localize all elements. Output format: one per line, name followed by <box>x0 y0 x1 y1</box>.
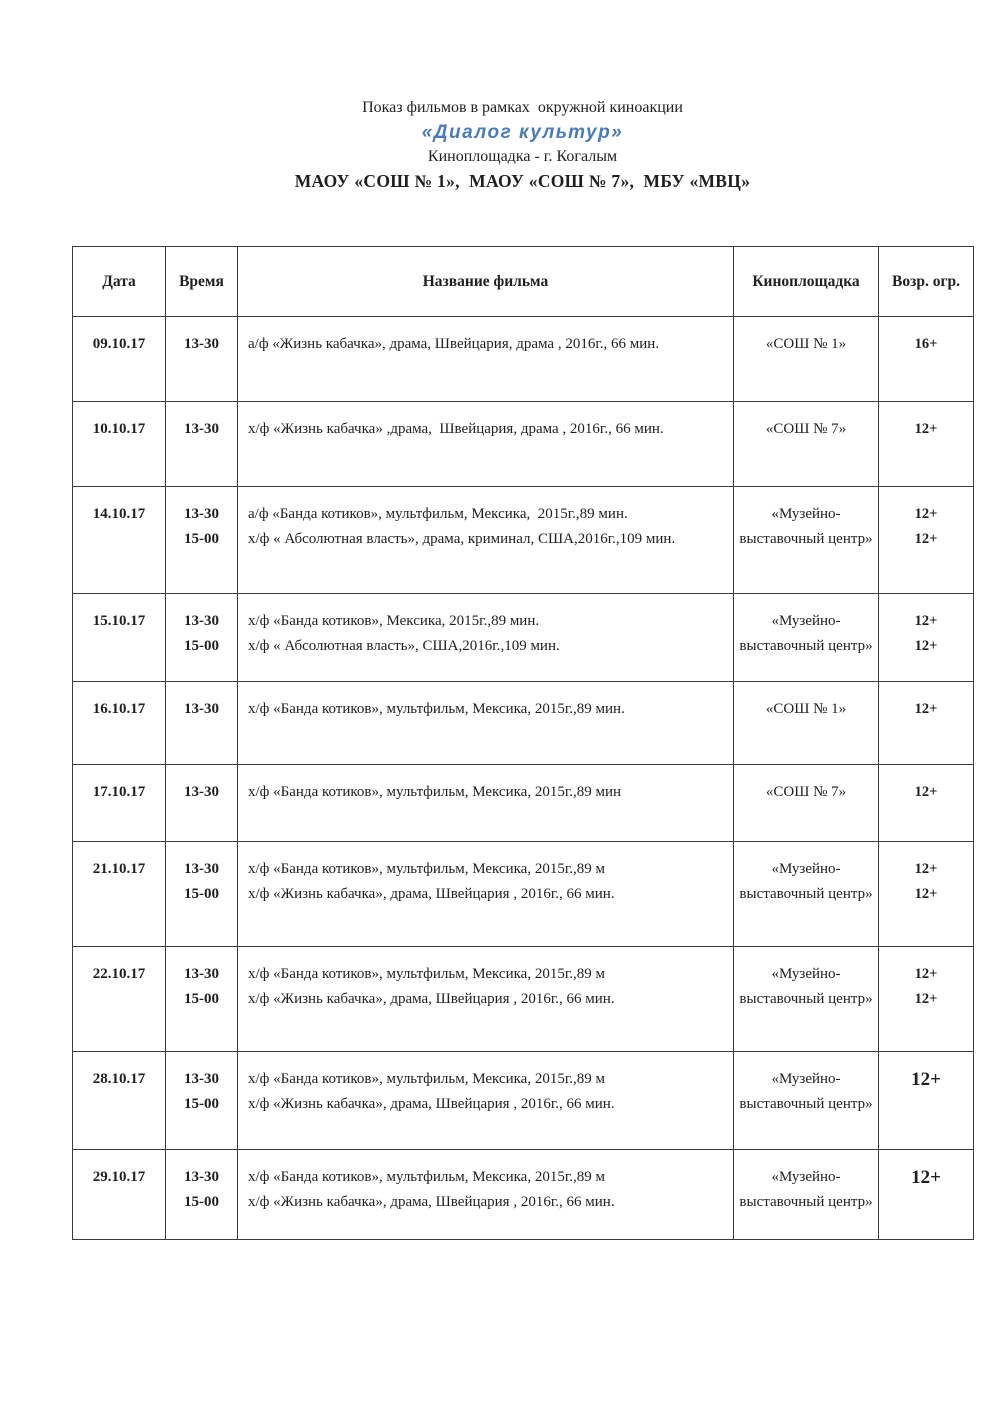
age-restriction: 12+ <box>914 613 938 629</box>
film-cell <box>238 947 734 1052</box>
table-row <box>73 594 974 682</box>
film-title-line: х/ф «Жизнь кабачка», драма, Швейцария , 2016г., 66 мин. <box>248 886 615 902</box>
schedule-body <box>73 317 974 1240</box>
showtime: 15-00 <box>184 638 219 654</box>
column-header-3: Киноплощадка <box>734 247 879 317</box>
age-cell <box>879 682 974 765</box>
age-restriction: 12+ <box>914 886 938 902</box>
time-cell <box>166 947 238 1052</box>
age-cell <box>879 402 974 487</box>
film-cell <box>238 1150 734 1240</box>
age-restriction: 12+ <box>914 991 938 1007</box>
showtime: 13-30 <box>184 701 219 717</box>
showtime: 13-30 <box>184 1071 219 1087</box>
age-restriction: 16+ <box>914 336 938 352</box>
venue-cell: «Музейно-выставочный центр» <box>734 1052 879 1150</box>
age-restriction: 12+ <box>914 701 938 717</box>
film-cell <box>238 594 734 682</box>
header-line-venues: МАОУ «СОШ № 1», МАОУ «СОШ № 7», МБУ «МВЦ» <box>294 171 751 191</box>
date-cell: 15.10.17 <box>73 594 166 682</box>
age-restriction: 12+ <box>914 421 938 437</box>
time-cell <box>166 1052 238 1150</box>
age-cell <box>879 317 974 402</box>
time-cell <box>166 765 238 842</box>
table-row <box>73 1150 974 1240</box>
film-title-line: а/ф «Банда котиков», мультфильм, Мексика, 2015г.,89 мин. <box>248 506 628 522</box>
age-restriction: 12+ <box>914 506 938 522</box>
showtime: 13-30 <box>184 336 219 352</box>
time-cell <box>166 487 238 594</box>
time-cell <box>166 682 238 765</box>
age-restriction: 12+ <box>914 861 938 877</box>
header-line-event: Показ фильмов в рамках окружной киноакции <box>362 99 683 116</box>
header-line-title-accent: «Диалог культур» <box>421 122 624 143</box>
column-header-2: Название фильма <box>238 247 734 317</box>
age-restriction: 12+ <box>914 966 938 982</box>
time-cell <box>166 842 238 947</box>
date-cell: 22.10.17 <box>73 947 166 1052</box>
time-cell <box>166 402 238 487</box>
film-schedule-table <box>72 246 974 1240</box>
date-cell: 17.10.17 <box>73 765 166 842</box>
table-header-row <box>73 247 974 317</box>
table-row <box>73 317 974 402</box>
showtime: 13-30 <box>184 861 219 877</box>
venue-cell: «СОШ № 7» <box>734 402 879 487</box>
column-header-4: Возр. огр. <box>879 247 974 317</box>
time-cell <box>166 594 238 682</box>
date-cell: 28.10.17 <box>73 1052 166 1150</box>
table-row <box>73 765 974 842</box>
showtime: 15-00 <box>184 886 219 902</box>
film-title-line: х/ф «Банда котиков», мультфильм, Мексика, 2015г.,89 мин <box>248 784 622 800</box>
film-cell <box>238 1052 734 1150</box>
film-cell <box>238 317 734 402</box>
table-row <box>73 682 974 765</box>
column-header-1: Время <box>166 247 238 317</box>
film-title-line: х/ф «Банда котиков», мультфильм, Мексика, 2015г.,89 м <box>248 966 606 982</box>
showtime: 13-30 <box>184 784 219 800</box>
age-cell <box>879 765 974 842</box>
age-restriction: 12+ <box>914 784 938 800</box>
venue-cell: «Музейно-выставочный центр» <box>734 947 879 1052</box>
table-row <box>73 1052 974 1150</box>
age-cell <box>879 594 974 682</box>
column-header-0: Дата <box>73 247 166 317</box>
film-title-line: х/ф « Абсолютная власть», США,2016г.,109 мин. <box>248 638 560 654</box>
venue-cell: «СОШ № 7» <box>734 765 879 842</box>
date-cell: 14.10.17 <box>73 487 166 594</box>
film-title-line: х/ф « Абсолютная власть», драма, криминал, США,2016г.,109 мин. <box>248 531 676 547</box>
film-title-line: х/ф «Жизнь кабачка», драма, Швейцария , 2016г., 66 мин. <box>248 991 615 1007</box>
film-title-line: х/ф «Банда котиков», мультфильм, Мексика, 2015г.,89 м <box>248 861 606 877</box>
time-cell <box>166 1150 238 1240</box>
showtime: 15-00 <box>184 531 219 547</box>
film-title-line: х/ф «Банда котиков», мультфильм, Мексика, 2015г.,89 мин. <box>248 701 625 717</box>
age-restriction: 12+ <box>914 531 938 547</box>
showtime: 13-30 <box>184 506 219 522</box>
venue-cell: «Музейно-выставочный центр» <box>734 594 879 682</box>
film-title-line: х/ф «Банда котиков», Мексика, 2015г.,89 мин. <box>248 613 540 629</box>
film-title-line: х/ф «Жизнь кабачка» ,драма, Швейцария, драма , 2016г., 66 мин. <box>248 421 664 437</box>
venue-cell: «Музейно-выставочный центр» <box>734 1150 879 1240</box>
venue-cell: «Музейно-выставочный центр» <box>734 842 879 947</box>
venue-cell: «СОШ № 1» <box>734 317 879 402</box>
date-cell: 29.10.17 <box>73 1150 166 1240</box>
showtime: 13-30 <box>184 1169 219 1185</box>
showtime: 15-00 <box>184 1194 219 1210</box>
showtime: 13-30 <box>184 421 219 437</box>
film-cell <box>238 765 734 842</box>
age-cell <box>879 487 974 594</box>
showtime: 13-30 <box>184 966 219 982</box>
showtime: 15-00 <box>184 991 219 1007</box>
film-title-line: а/ф «Жизнь кабачка», драма, Швейцария, драма , 2016г., 66 мин. <box>248 336 660 352</box>
film-title-line: х/ф «Банда котиков», мультфильм, Мексика, 2015г.,89 м <box>248 1169 606 1185</box>
table-row <box>73 842 974 947</box>
venue-cell: «СОШ № 1» <box>734 682 879 765</box>
film-cell <box>238 487 734 594</box>
film-title-line: х/ф «Жизнь кабачка», драма, Швейцария , 2016г., 66 мин. <box>248 1096 615 1112</box>
date-cell: 16.10.17 <box>73 682 166 765</box>
age-cell <box>879 1052 974 1150</box>
header-line-city: Киноплощадка - г. Когалым <box>427 148 618 165</box>
film-title-line: х/ф «Банда котиков», мультфильм, Мексика, 2015г.,89 м <box>248 1071 606 1087</box>
age-cell <box>879 842 974 947</box>
film-cell <box>238 842 734 947</box>
date-cell: 21.10.17 <box>73 842 166 947</box>
table-row <box>73 402 974 487</box>
showtime: 15-00 <box>184 1096 219 1112</box>
date-cell: 09.10.17 <box>73 317 166 402</box>
age-restriction: 12+ <box>911 1069 941 1090</box>
date-cell: 10.10.17 <box>73 402 166 487</box>
table-row <box>73 487 974 594</box>
age-restriction: 12+ <box>911 1167 941 1188</box>
venue-cell: «Музейно-выставочный центр» <box>734 487 879 594</box>
film-cell <box>238 682 734 765</box>
age-cell <box>879 1150 974 1240</box>
age-restriction: 12+ <box>914 638 938 654</box>
document-header <box>72 96 973 194</box>
age-cell <box>879 947 974 1052</box>
film-cell <box>238 402 734 487</box>
time-cell <box>166 317 238 402</box>
film-title-line: х/ф «Жизнь кабачка», драма, Швейцария , 2016г., 66 мин. <box>248 1194 615 1210</box>
table-row <box>73 947 974 1052</box>
showtime: 13-30 <box>184 613 219 629</box>
